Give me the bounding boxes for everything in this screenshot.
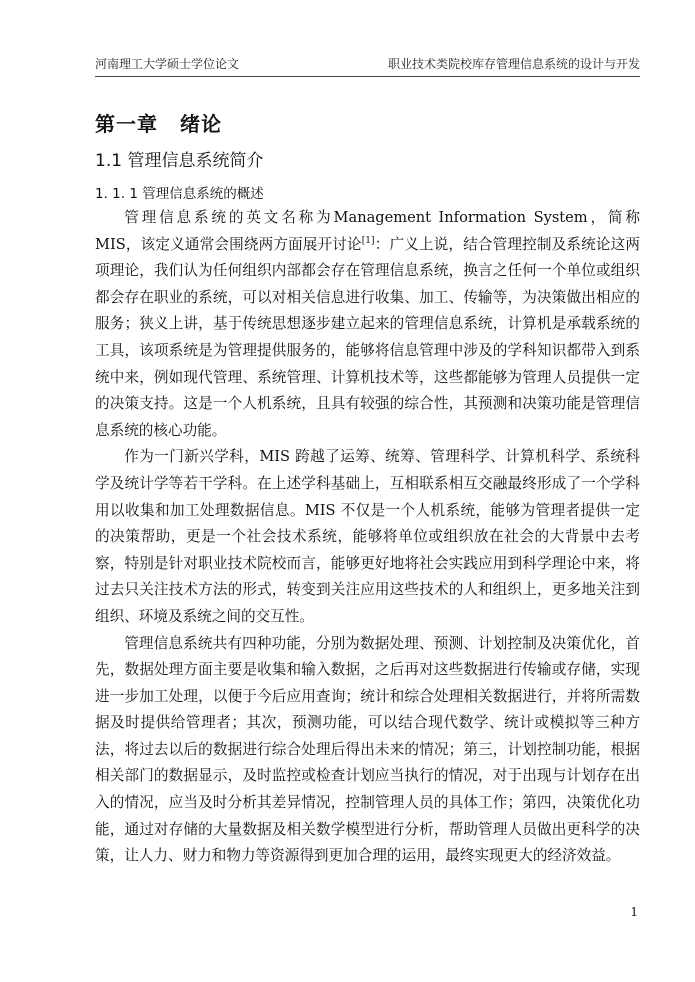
chapter-heading	[95, 108, 222, 137]
paragraph-1: 管理信息系统的英文名称为Management Information System，简称 MIS，该定义通常会围绕两方面展开讨论[1]：广义上说，结合管理控制及系统论这两项理论，我们认为任何组织内部都会存在管理信息系统，换言之任何一个单位或组织都会存在职业的系统，可以对相关信息进行收集、加工、传输等，为决策做出相应的服务；狭义上讲，基于传统思想逐步建立起来的管理信息系统，计算机是承载系统的工具，该项系统是为管理提供服务的，能够将信息管理中涉及的学科知识都带入到系统中来，例如现代管理、系统管理、计算机技术等，这些都能够为管理人员提供一定的决策支持。这是一个人机系统，且具有较强的综合性，其预测和决策功能是管理信息系统的核心功能。	[95, 209, 640, 439]
paragraph-3: 管理信息系统共有四种功能，分别为数据处理、预测、计划控制及决策优化，首先，数据处理方面主要是收集和输入数据，之后再对这些数据进行传输或存储，实现进一步加工处理，以便于今后应用查询；统计和综合处理相关数据进行，并将所需数据及时提供给管理者；其次，预测功能，可以结合现代数学、统计或模拟等三种方法，将过去以后的数据进行综合处理后得出未来的情况；第三，计划控制功能，根据相关部门的数据显示，及时监控或检查计划应当执行的情况，对于出现与计划存在出入的情况，应当及时分析其差异情况，控制管理人员的具体工作；第四，决策优化功能，通过对存储的大量数据及相关数学模型进行分析，帮助管理人员做出更科学的决策，让人力、财力和物力等资源得到更加合理的运用，最终实现更大的经济效益。	[95, 634, 640, 865]
header-thesis-title: 职业技术类院校库存管理信息系统的设计与开发	[387, 57, 640, 71]
chapter-number: 第一章	[95, 112, 158, 136]
chapter-title: 绪论	[180, 112, 222, 136]
section-heading: 1.1 管理信息系统简介	[95, 151, 264, 171]
header-university: 河南理工大学硕士学位论文	[95, 57, 240, 71]
paragraph-2: 作为一门新兴学科，MIS 跨越了运筹、统筹、管理科学、计算机科学、系统科学及统计学等若干学科。在上述学科基础上，互相联系相互交融最终形成了一个学科用以收集和加工处理数据信息。MIS 不仅是一个人机系统，能够为管理者提供一定的决策帮助，更是一个社会技术系统，能够将单位或组织放在社会的大背景中去考察，特别是针对职业技术院校而言，能够更好地将社会实践应用到科学理论中来，将过去只关注技术方法的形式，转变到关注应用这些技术的人和组织上，更多地关注到组织、环境及系统之间的交互性。	[95, 448, 640, 625]
page-number: 1	[630, 905, 638, 919]
subsection-heading: 1. 1. 1 管理信息系统的概述	[95, 186, 264, 202]
running-header	[95, 55, 640, 77]
citation[interactable]: [1]	[361, 235, 375, 246]
body-text	[95, 205, 640, 870]
header-rule	[95, 76, 640, 77]
